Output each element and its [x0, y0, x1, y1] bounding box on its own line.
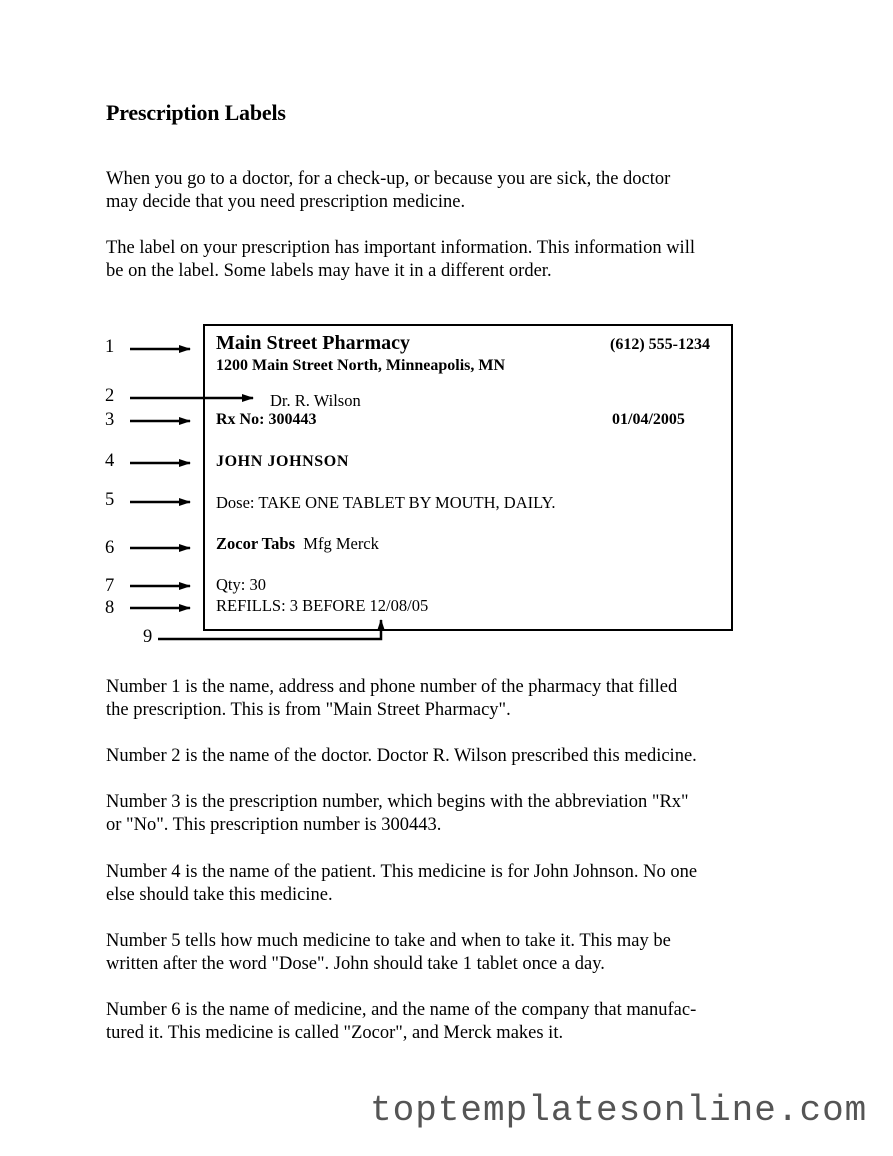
explanation-4: [106, 861, 796, 907]
callout-number-7: 7: [105, 576, 115, 596]
dose-instructions: Dose: TAKE ONE TABLET BY MOUTH, DAILY.: [216, 493, 556, 512]
text-line: Number 4 is the name of the patient. This medicine is for John Johnson. No one: [106, 862, 698, 882]
explanation-3: [106, 791, 796, 837]
text-line: The label on your prescription has important information. This information will: [106, 238, 695, 258]
text-line: Number 5 tells how much medicine to take and when to take it. This may be: [106, 931, 671, 951]
callout-number-3: 3: [105, 410, 115, 430]
watermark-text: toptemplatesonline.com: [370, 1090, 868, 1131]
text-line: Number 2 is the name of the doctor. Doctor R. Wilson prescribed this medicine.: [106, 746, 697, 766]
text-line: Number 1 is the name, address and phone number of the pharmacy that filled: [106, 677, 678, 697]
text-line: written after the word "Dose". John should take 1 tablet once a day.: [106, 954, 605, 974]
drug-manufacturer: Mfg Merck: [303, 534, 379, 553]
text-line: may decide that you need prescription medicine.: [106, 192, 466, 212]
drug-name: Zocor Tabs: [216, 534, 296, 553]
page-title: Prescription Labels: [106, 100, 286, 125]
quantity: Qty: 30: [216, 575, 266, 594]
explanation-6: [106, 999, 796, 1045]
text-line: else should take this medicine.: [106, 885, 333, 905]
rx-number: Rx No: 300443: [216, 411, 317, 428]
pharmacy-phone: (612) 555-1234: [610, 336, 710, 353]
explanation-1: [106, 676, 796, 722]
arrow-9: [158, 620, 381, 639]
refills: REFILLS: 3 BEFORE 12/08/05: [216, 596, 429, 615]
explanation-5: [106, 930, 796, 976]
callout-number-6: 6: [105, 538, 115, 558]
callout-number-8: 8: [105, 598, 115, 618]
explanation-2: [106, 745, 796, 768]
text-line: or "No". This prescription number is 300443.: [106, 815, 442, 835]
text-line: Number 6 is the name of medicine, and the name of the company that manufac-: [106, 1000, 697, 1020]
text-line: When you go to a doctor, for a check-up, or because you are sick, the doctor: [106, 169, 671, 189]
text-line: tured it. This medicine is called "Zocor", and Merck makes it.: [106, 1023, 564, 1043]
callout-number-5: 5: [105, 490, 115, 510]
callout-number-4: 4: [105, 451, 115, 471]
pharmacy-address: 1200 Main Street North, Minneapolis, MN: [216, 357, 506, 374]
callout-number-9: 9: [143, 627, 153, 647]
text-line: Number 3 is the prescription number, which begins with the abbreviation "Rx": [106, 792, 689, 812]
rx-date: 01/04/2005: [612, 411, 685, 428]
text-line: the prescription. This is from "Main Street Pharmacy".: [106, 700, 511, 720]
callout-number-1: 1: [105, 337, 115, 357]
doctor-name: Dr. R. Wilson: [270, 391, 361, 410]
text-line: be on the label. Some labels may have it in a different order.: [106, 261, 552, 281]
patient-name: JOHN JOHNSON: [216, 453, 349, 470]
pharmacy-name: Main Street Pharmacy: [216, 332, 411, 354]
callout-number-2: 2: [105, 386, 115, 406]
